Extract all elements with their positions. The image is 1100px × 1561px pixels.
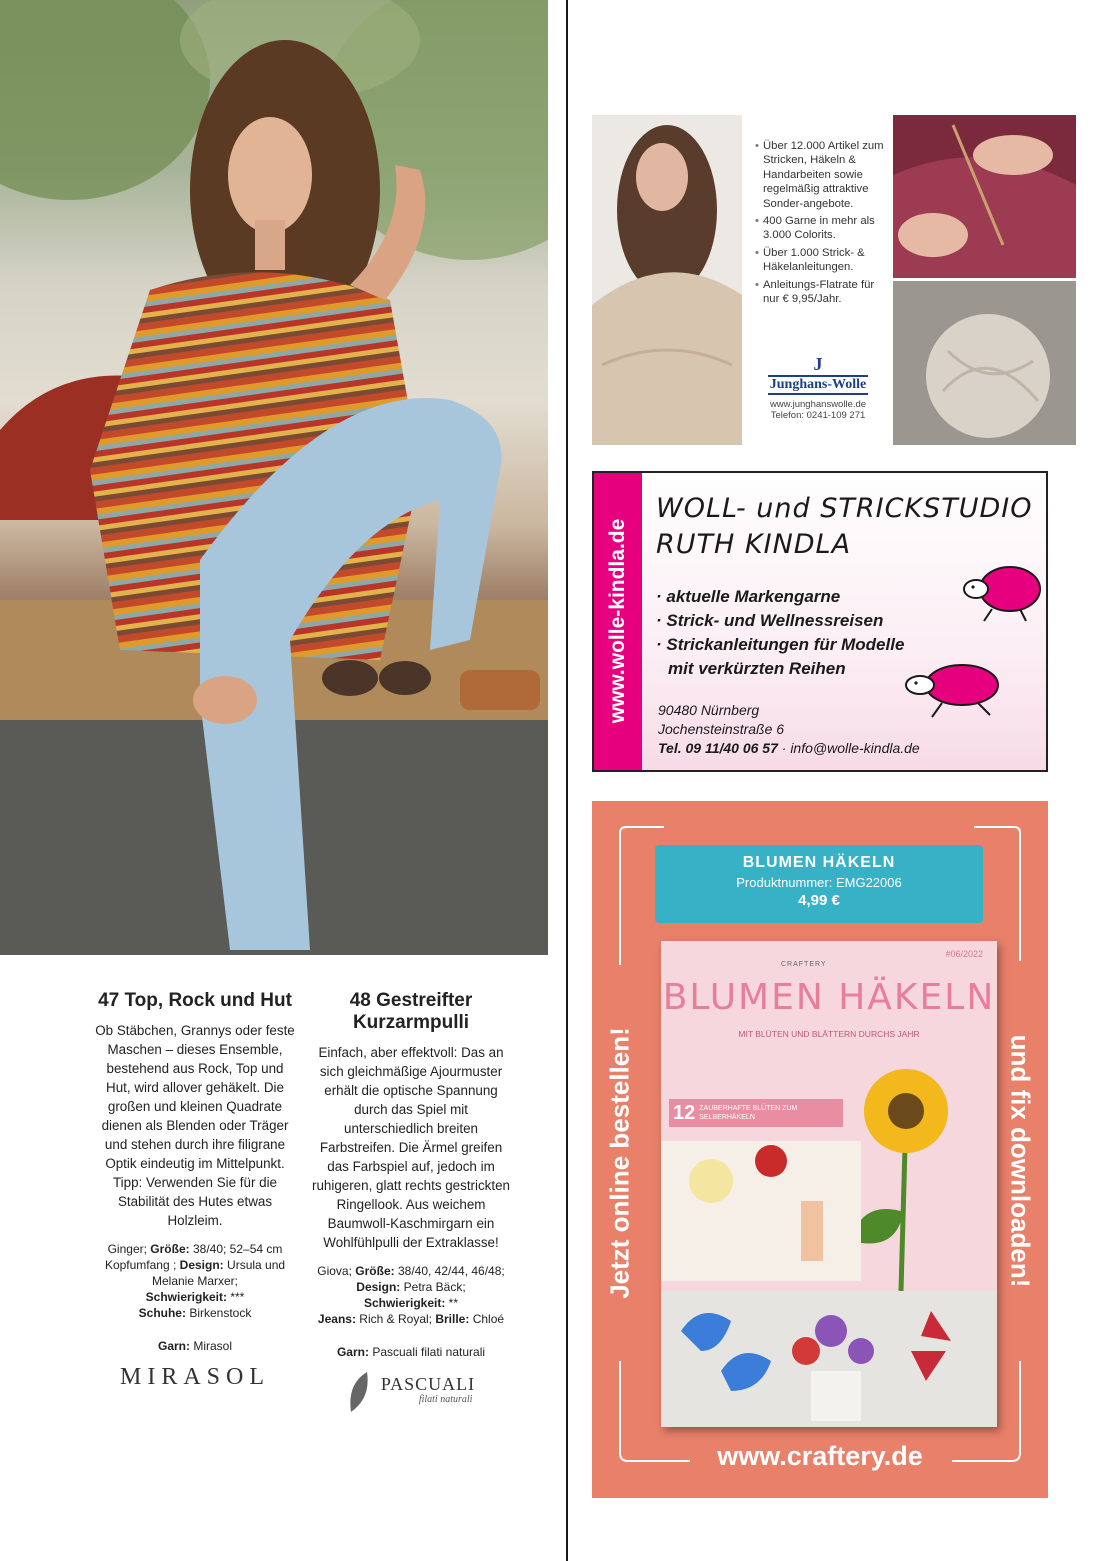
size-value: 38/40; 52–54 cm Kopfumfang ;: [104, 1242, 283, 1272]
magazine-title: BLUMEN HÄKELN: [662, 977, 996, 1018]
kindla-title: [656, 491, 1033, 563]
junghans-website: www.junghanswolle.de: [769, 399, 867, 410]
junghans-ad: [592, 115, 1076, 445]
kindla-bullet: · aktuelle Markengarne: [656, 587, 841, 606]
kindla-address-line2: Jochensteinstraße 6: [658, 721, 785, 737]
magazine-badge-number: 12: [673, 1101, 696, 1124]
junghans-logo: Junghans-Wolle: [768, 375, 868, 395]
kindla-ad: [592, 471, 1048, 772]
article-48-details: [311, 1263, 511, 1327]
magazine-cover[interactable]: [661, 941, 997, 1427]
kindla-side-bar: [594, 473, 642, 770]
difficulty-label: Schwierigkeit:: [363, 1296, 446, 1310]
kindla-phone: Tel. 09 11/40 06 57: [658, 740, 778, 756]
magazine-subtitle: MIT BLÜTEN UND BLÄTTERN DURCHS JAHR: [738, 1029, 920, 1039]
garn-value: Pascuali filati naturali: [372, 1345, 486, 1359]
product-title: BLUMEN HÄKELN: [742, 854, 896, 871]
pascuali-logo-sub: filati naturali: [418, 1394, 473, 1405]
garn-label: Garn:: [336, 1345, 369, 1359]
product-price-box[interactable]: [655, 845, 983, 923]
shoes-label: Schuhe:: [138, 1306, 186, 1320]
article-47-title: 47 Top, Rock und Hut: [98, 990, 292, 1011]
glasses-label: Brille:: [435, 1312, 470, 1326]
kindla-title-line2: RUTH KINDLA: [656, 529, 852, 560]
craftery-website[interactable]: www.craftery.de: [717, 1441, 923, 1471]
junghans-phone: Telefon: 0241-109 271: [770, 410, 866, 421]
order-online-text: Jetzt online bestellen!: [604, 1027, 635, 1299]
kindla-email[interactable]: · info@wolle-kindla.de: [781, 740, 920, 756]
design-label: Design:: [356, 1280, 401, 1294]
magazine-brand: CRAFTERY: [781, 961, 827, 968]
kindla-side-url[interactable]: www.wolle-kindla.de: [606, 518, 629, 724]
knitting-photo: [893, 115, 1076, 278]
article-48-garn: [311, 1344, 511, 1360]
column-divider: [566, 0, 568, 1561]
pascuali-logo: [311, 1370, 511, 1414]
junghans-bullet: • Über 12.000 Artikel zum Stricken, Häkeln & Handarbeiten sowie regelmäßig attraktive Sonder-angebote.: [755, 139, 885, 211]
model-sweater-photo: [592, 115, 742, 445]
article-47-details: [95, 1241, 295, 1321]
shoes-value: Birkenstock: [189, 1306, 252, 1320]
fashion-photo: [0, 0, 548, 955]
design-value: Petra Bäck;: [403, 1280, 466, 1294]
model-photo-illustration: [0, 0, 548, 955]
craftery-ad: [592, 801, 1048, 1498]
garn-label: Garn:: [157, 1339, 190, 1353]
kindla-title-line1: WOLL- und STRICKSTUDIO: [656, 493, 1033, 524]
kindla-bullet: mit verkürzten Reihen: [668, 659, 846, 678]
mirasol-logo: MIRASOL: [119, 1364, 270, 1390]
difficulty-value: **: [448, 1296, 459, 1310]
size-label: Größe:: [150, 1242, 190, 1256]
article-47: [95, 990, 295, 1391]
crochet-flowers-illustration: [661, 1051, 997, 1427]
leaf-icon: [347, 1370, 373, 1414]
junghans-logo-block: [748, 355, 888, 421]
kindla-contact: [658, 739, 920, 758]
junghans-logo-mark: J: [813, 354, 823, 374]
article-48: [311, 990, 511, 1414]
junghans-bullet: • Über 1.000 Strick- & Häkelanleitungen.: [755, 246, 885, 275]
design-value: Ursula und Melanie Marxer;: [151, 1258, 286, 1288]
kindla-address: [658, 701, 920, 758]
yarn-name: Ginger;: [107, 1242, 147, 1256]
sheep-icon: [962, 559, 1044, 625]
magazine-issue: #06/2022: [945, 949, 983, 959]
kindla-bullets: [656, 585, 904, 681]
design-label: Design:: [179, 1258, 224, 1272]
junghans-bullet: • 400 Garne in mehr als 3.000 Colorits.: [755, 214, 885, 243]
article-47-body: Ob Stäbchen, Grannys oder feste Maschen – dieses Ensemble, bestehend aus Rock, Top und Hut, wird allover gehäkelt. Die großen und kleinen Quadrate dienen als Blenden oder Träger und stehen durch ihre filigrane Optik eindeutig im Mittelpunkt. Tipp: Verwenden Sie für die Stabilität des Hutes etwas Holzleim.: [95, 1023, 295, 1228]
junghans-bullets: [755, 139, 885, 309]
product-price: 4,99 €: [798, 892, 840, 909]
article-48-title: 48 Gestreifter Kurzarmpulli: [349, 990, 473, 1033]
article-47-garn: [95, 1338, 295, 1354]
article-48-body: Einfach, aber effektvoll: Das an sich gleichmäßige Ajourmuster erhält die optische Spannung durch das Spiel mit unterschiedlich breiten Farbstreifen. Die Ärmel greifen das Farbspiel auf, jedoch im ruhigeren, glatt rechts gestrickten Ringellook. Aus weichem Baumwoll-Kaschmirgarn ein Wohlfühlpulli der Extraklasse!: [312, 1045, 510, 1250]
kindla-address-line1: 90480 Nürnberg: [658, 702, 760, 718]
yarn-ball-photo: [893, 281, 1076, 445]
junghans-bullet: • Anleitungs-Flatrate für nur € 9,95/Jahr.: [755, 278, 885, 307]
difficulty-label: Schwierigkeit:: [145, 1290, 227, 1304]
kindla-bullet: · Strickanleitungen für Modelle: [656, 635, 905, 654]
jeans-label: Jeans:: [317, 1312, 356, 1326]
garn-value: Mirasol: [193, 1339, 233, 1353]
yarn-name: Giova;: [317, 1264, 352, 1278]
kindla-bullet: · Strick- und Wellnessreisen: [656, 611, 884, 630]
jeans-value: Rich & Royal;: [359, 1312, 432, 1326]
size-value: 38/40, 42/44, 46/48;: [397, 1264, 505, 1278]
size-label: Größe:: [355, 1264, 395, 1278]
pascuali-logo-text: PASCUALI: [380, 1374, 476, 1394]
product-number: Produktnummer: EMG22006: [736, 875, 902, 890]
difficulty-value: ***: [230, 1290, 245, 1304]
magazine-badge-text: ZAUBERHAFTE BLÜTEN ZUM SELBERHÄKELN: [699, 1105, 798, 1121]
glasses-value: Chloé: [472, 1312, 505, 1326]
download-text: und fix downloaden!: [1005, 1034, 1036, 1288]
